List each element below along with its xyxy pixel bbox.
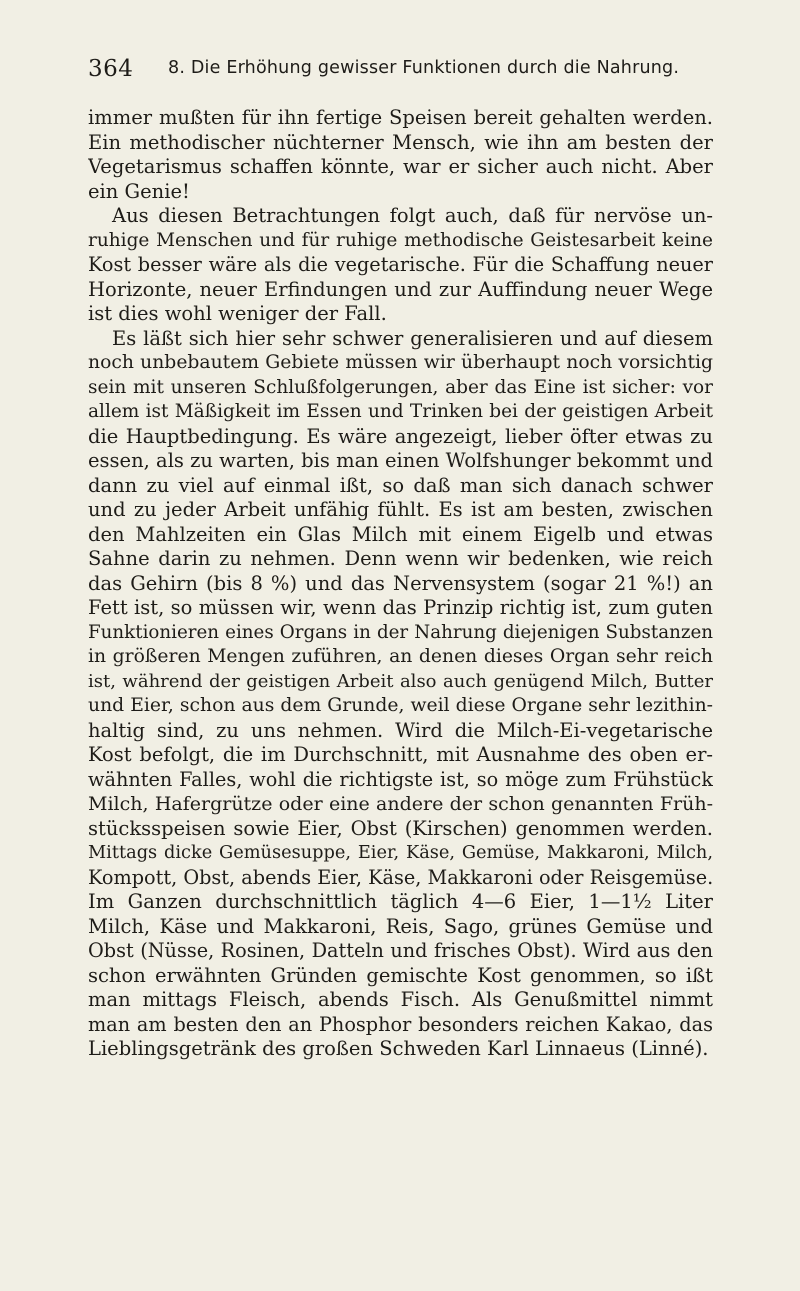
text-line: wähnten Falles, wohl die richtigste ist, so möge zum Frühstück: [88, 767, 713, 791]
text-line: Mittags dicke Gemüsesuppe, Eier, Käse, Gemüse, Makkaroni, Milch,: [88, 843, 713, 863]
text-line: ein Genie!: [88, 179, 190, 203]
text-line: Milch, Käse und Makkaroni, Reis, Sago, grünes Gemüse und: [88, 914, 713, 938]
text-line: dann zu viel auf einmal ißt, so daß man sich danach schwer: [88, 473, 713, 497]
text-line: Sahne darin zu nehmen. Denn wenn wir bedenken, wie reich: [88, 547, 713, 570]
text-line: Kost befolgt, die im Durchschnitt, mit Ausnahme des oben er-: [88, 743, 713, 766]
text-line: Obst (Nüsse, Rosinen, Datteln und frisches Obst). Wird aus den: [88, 939, 713, 962]
text-line: ist dies wohl weniger der Fall.: [88, 302, 387, 325]
text-line: die Hauptbedingung. Es wäre angezeigt, lieber öfter etwas zu: [88, 424, 713, 448]
text-line: und Eier, schon aus dem Grunde, weil diese Organe sehr lezithin-: [88, 695, 713, 716]
page-number: 364: [88, 56, 134, 82]
text-line: stücksspeisen sowie Eier, Obst (Kirschen) genommen werden.: [88, 816, 713, 840]
text-line: noch unbebautem Gebiete müssen wir überhaupt noch vorsichtig: [88, 352, 713, 373]
text-line: Horizonte, neuer Erfindungen und zur Auffindung neuer Wege: [88, 277, 713, 301]
text-line: Funktionieren eines Organs in der Nahrung diejenigen Substanzen: [88, 621, 713, 643]
text-line: essen, als zu warten, bis man einen Wolfshunger bekommt und: [88, 449, 713, 472]
text-line: sein mit unseren Schlußfolgerungen, aber das Eine ist sicher: vor: [88, 376, 713, 398]
text-line: man am besten den an Phosphor besonders reichen Kakao, das: [88, 1012, 713, 1036]
text-line: Aus diesen Betrachtungen folgt auch, daß für nervöse un-: [112, 204, 713, 227]
text-line: Lieblingsgetränk des großen Schweden Karl Linnaeus (Linné).: [88, 1037, 709, 1060]
text-line: Kost besser wäre als die vegetarische. Für die Schaffung neuer: [88, 253, 713, 276]
text-line: ruhige Menschen und für ruhige methodische Geistesarbeit keine: [88, 229, 713, 251]
text-line: schon erwähnten Gründen gemischte Kost genommen, so ißt: [88, 963, 713, 987]
body-text: [88, 106, 713, 1062]
text-line: ist, während der geistigen Arbeit also auch genügend Milch, Butter: [88, 670, 713, 692]
text-line: den Mahlzeiten ein Glas Milch mit einem Eigelb und etwas: [88, 522, 713, 546]
text-line: Ein methodischer nüchterner Mensch, wie ihn am besten der: [88, 130, 713, 154]
text-line: Im Ganzen durchschnittlich täglich 4—6 Eier, 1—1½ Liter: [88, 890, 713, 913]
text-line: Fett ist, so müssen wir, wenn das Prinzip richtig ist, zum guten: [88, 596, 713, 619]
text-line: immer mußten für ihn fertige Speisen bereit gehalten werden.: [88, 106, 713, 129]
text-line: und zu jeder Arbeit unfähig fühlt. Es ist am besten, zwischen: [88, 498, 713, 521]
text-line: in größeren Mengen zuführen, an denen dieses Organ sehr reich: [88, 646, 713, 667]
text-line: Milch, Hafergrütze oder eine andere der schon genannten Früh-: [88, 793, 713, 815]
text-line: das Gehirn (bis 8 %) und das Nervensystem (sogar 21 %!) an: [88, 571, 713, 595]
text-line: allem ist Mäßigkeit im Essen und Trinken bei der geistigen Arbeit: [88, 401, 713, 422]
running-head: [88, 56, 713, 90]
text-line: Kompott, Obst, abends Eier, Käse, Makkaroni oder Reisgemüse.: [88, 865, 713, 889]
running-title: 8. Die Erhöhung gewisser Funktionen durch die Nahrung.: [168, 58, 680, 78]
text-line: Vegetarismus schaffen könnte, war er sicher auch nicht. Aber: [88, 155, 713, 178]
text-line: haltig sind, zu uns nehmen. Wird die Milch-Ei-vegetarische: [88, 718, 713, 742]
text-line: Es läßt sich hier sehr schwer generalisieren und auf diesem: [112, 326, 713, 350]
text-line: man mittags Fleisch, abends Fisch. Als Genußmittel nimmt: [88, 988, 713, 1011]
